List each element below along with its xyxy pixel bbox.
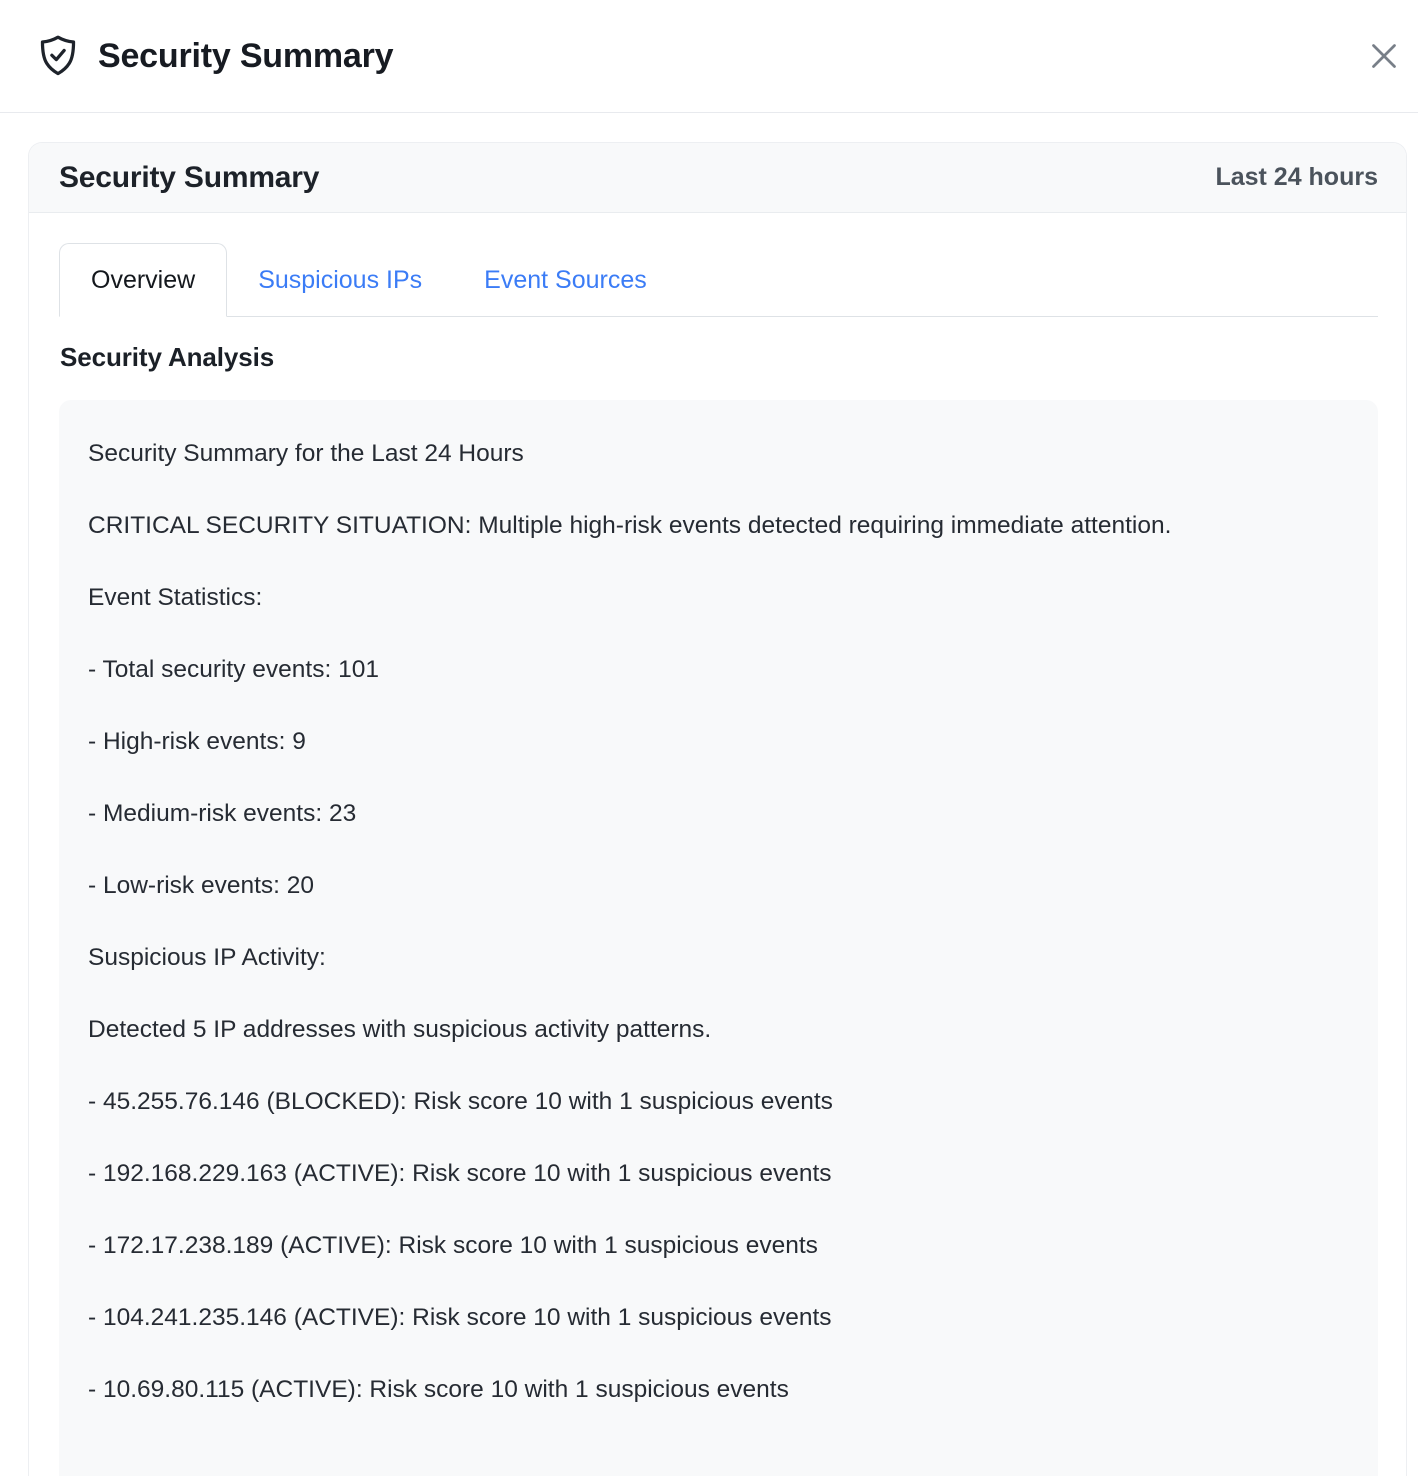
card-body (29, 213, 1406, 1476)
tab-event-sources[interactable]: Event Sources (453, 244, 678, 316)
analysis-line: - 45.255.76.146 (BLOCKED): Risk score 10 with 1 suspicious events (88, 1088, 833, 1115)
time-range-label: Last 24 hours (1215, 163, 1378, 191)
section-title-security-analysis: Security Analysis (60, 342, 275, 372)
close-icon (1366, 38, 1402, 74)
modal-title: Security Summary (98, 36, 394, 75)
analysis-line: CRITICAL SECURITY SITUATION: Multiple high-risk events detected requiring immediate attention. (88, 512, 1172, 539)
analysis-line: Event Statistics: (88, 584, 263, 611)
analysis-panel (59, 400, 1378, 1476)
analysis-line: - 172.17.238.189 (ACTIVE): Risk score 10 with 1 suspicious events (88, 1232, 818, 1259)
tab-overview[interactable]: Overview (59, 243, 227, 317)
security-summary-card (28, 142, 1407, 1476)
analysis-line: Detected 5 IP addresses with suspicious activity patterns. (88, 1016, 712, 1043)
analysis-line: - Medium-risk events: 23 (88, 800, 357, 827)
tab-bar (59, 243, 1378, 317)
analysis-line: Security Summary for the Last 24 Hours (88, 440, 524, 467)
analysis-line: - 192.168.229.163 (ACTIVE): Risk score 10 with 1 suspicious events (88, 1160, 832, 1187)
analysis-line: Suspicious IP Activity: (88, 944, 326, 971)
card-header (29, 143, 1406, 213)
analysis-line: - Total security events: 101 (88, 656, 379, 683)
modal-header (0, 0, 1418, 113)
close-button[interactable] (1360, 32, 1408, 80)
card-title: Security Summary (59, 160, 320, 194)
analysis-line: - 104.241.235.146 (ACTIVE): Risk score 10 with 1 suspicious events (88, 1304, 832, 1331)
analysis-line: - 10.69.80.115 (ACTIVE): Risk score 10 with 1 suspicious events (88, 1376, 789, 1403)
analysis-line: - Low-risk events: 20 (88, 872, 315, 899)
tab-suspicious-ips[interactable]: Suspicious IPs (227, 244, 453, 316)
analysis-line: - High-risk events: 9 (88, 728, 306, 755)
shield-check-icon (35, 32, 81, 80)
